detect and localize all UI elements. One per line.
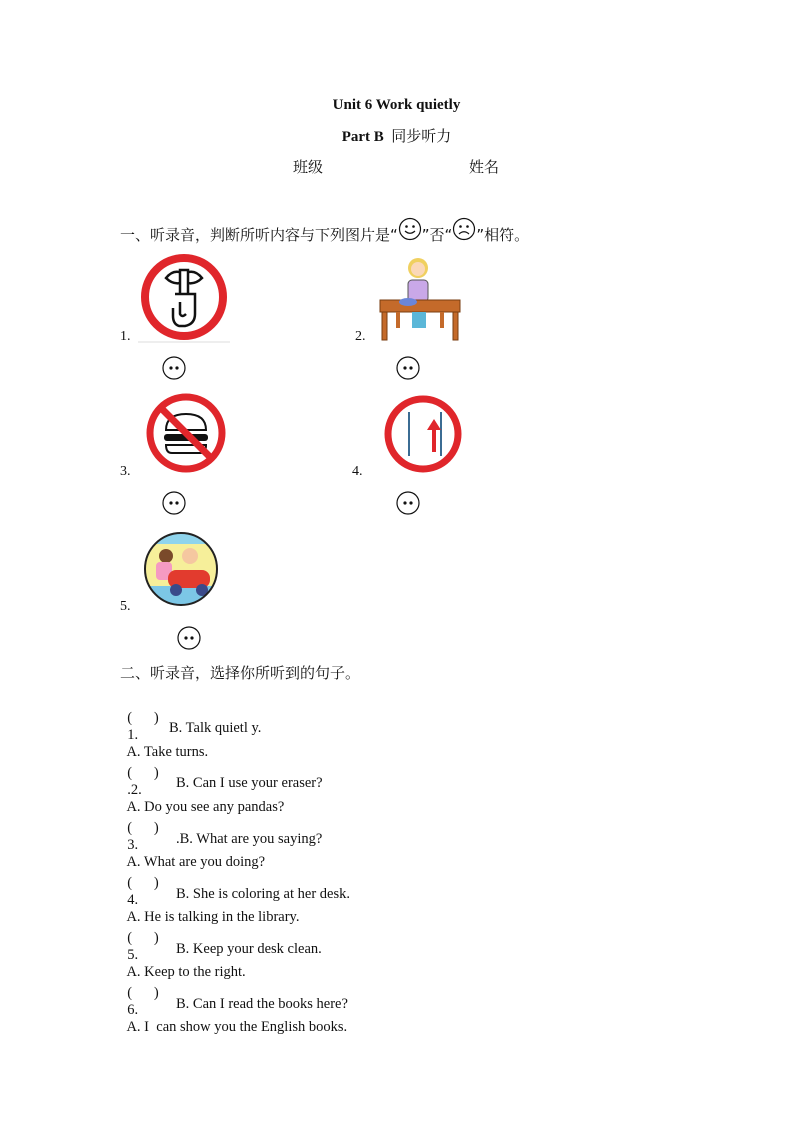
option-a: A. I can show you the English books.	[126, 1019, 348, 1035]
instruction-post: ”相符。	[476, 226, 530, 244]
option-a: A. What are you doing?	[126, 854, 266, 870]
answer-bracket[interactable]: ( )	[127, 710, 159, 726]
option-b: B. She is coloring at her desk.	[176, 886, 350, 902]
item-number: 3.	[120, 464, 131, 479]
answer-bracket[interactable]: ( )	[127, 875, 159, 891]
worksheet-subtitle	[0, 125, 793, 146]
option-b: B. Keep your desk clean.	[176, 941, 322, 957]
worksheet-title: Unit 6 Work quietly	[332, 97, 461, 113]
name-label: 姓名	[469, 158, 500, 176]
instruction-mid: ”否“	[421, 226, 453, 244]
answer-face-icon[interactable]	[162, 491, 184, 513]
option-b: .B. What are you saying?	[176, 831, 323, 847]
section2-instruction: 二、听录音，选择你所听到的句子。	[120, 664, 361, 682]
girl-cleaning-desk-picture	[378, 254, 464, 344]
answer-face-icon[interactable]	[396, 356, 418, 378]
question-number: 3.	[127, 837, 139, 853]
answer-bracket[interactable]: ( )	[127, 985, 159, 1001]
option-b: B. Can I use your eraser?	[176, 775, 323, 791]
item-number: 2.	[355, 329, 366, 344]
smiley-face-icon	[398, 217, 422, 241]
answer-face-icon[interactable]	[177, 626, 199, 648]
option-a: A. Do you see any pandas?	[126, 799, 285, 815]
no-eating-sign-picture	[144, 392, 228, 474]
kids-in-toy-car-picture	[142, 530, 220, 608]
no-talking-sign-picture	[138, 254, 230, 344]
answer-bracket[interactable]: ( )	[127, 930, 159, 946]
question-number: .2.	[127, 782, 142, 798]
subtitle-cn: 同步听力	[391, 127, 452, 145]
option-b: B. Talk quietl y.	[169, 720, 262, 736]
item-number: 1.	[120, 329, 131, 344]
question-number: 1.	[127, 727, 139, 743]
answer-face-icon[interactable]	[162, 356, 184, 378]
instruction-pre: 一、听录音，判断所听内容与下列图片是“	[120, 226, 398, 244]
option-a: A. Keep to the right.	[126, 964, 246, 980]
subtitle-part: Part B	[341, 129, 384, 145]
question-number: 4.	[127, 892, 139, 908]
option-a: A. He is talking in the library.	[126, 909, 300, 925]
answer-face-icon[interactable]	[396, 491, 418, 513]
section1-instruction	[120, 224, 529, 245]
question-number: 6.	[127, 1002, 139, 1018]
item-number: 4.	[352, 464, 363, 479]
sad-face-icon	[452, 217, 476, 241]
item-number: 5.	[120, 599, 131, 614]
class-label: 班级	[293, 158, 324, 176]
answer-bracket[interactable]: ( )	[127, 765, 159, 781]
question-number: 5.	[127, 947, 139, 963]
option-b: B. Can I read the books here?	[176, 996, 348, 1012]
keep-right-sign-picture	[382, 394, 464, 474]
option-a: A. Take turns.	[126, 744, 209, 760]
answer-bracket[interactable]: ( )	[127, 820, 159, 836]
